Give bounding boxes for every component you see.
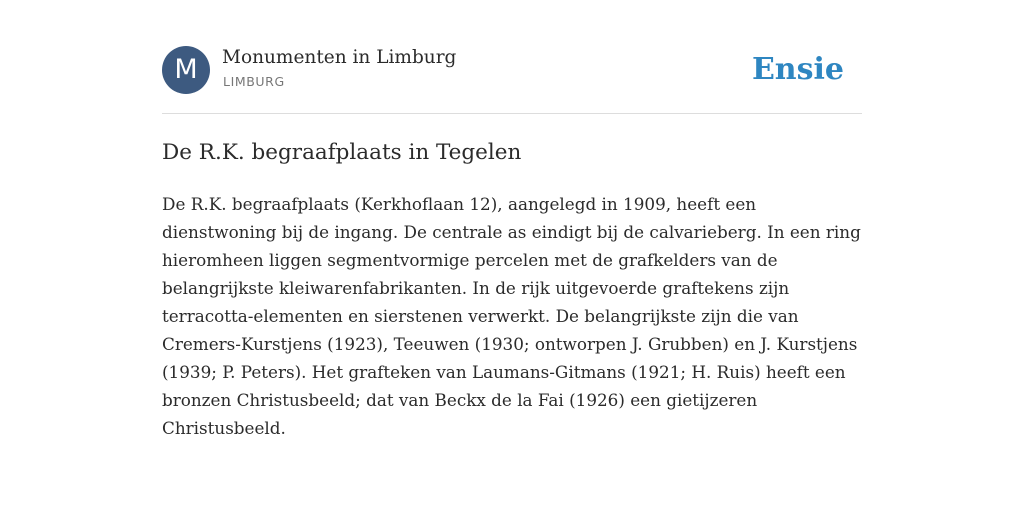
article-line: De R.K. begraafplaats (Kerkhoflaan 12), aangelegd in 1909, heeft een [162,194,757,214]
source-name[interactable]: Monumenten in Limburg [222,47,457,68]
article-line: Christusbeeld. [162,418,286,438]
article-line: dienstwoning bij de ingang. De centrale as eindigt bij de calvarieberg. In een ring [162,222,861,242]
article-body [162,190,862,442]
article-line: Cremers-Kurstjens (1923), Teeuwen (1930; ontworpen J. Grubben) en J. Kurstjens [162,334,858,354]
avatar[interactable]: M [162,46,210,94]
article-line: (1939; P. Peters). Het grafteken van Laumans-Gitmans (1921; H. Ruis) heeft een [162,362,846,382]
brand-logo[interactable]: Ensie [751,52,844,87]
source-header [162,46,862,96]
article-line: belangrijkste kleiwarenfabrikanten. In de rijk uitgevoerde graftekens zijn [162,278,790,298]
source-category[interactable]: LIMBURG [223,74,285,89]
article-line: terracotta-elementen en sierstenen verwerkt. De belangrijkste zijn die van [162,306,799,326]
article-line: bronzen Christusbeeld; dat van Beckx de la Fai (1926) een gietijzeren [162,390,758,410]
article-line: hieromheen liggen segmentvormige percelen met de grafkelders van de [162,250,778,270]
header-divider [162,113,862,114]
page-title: De R.K. begraafplaats in Tegelen [162,140,522,165]
